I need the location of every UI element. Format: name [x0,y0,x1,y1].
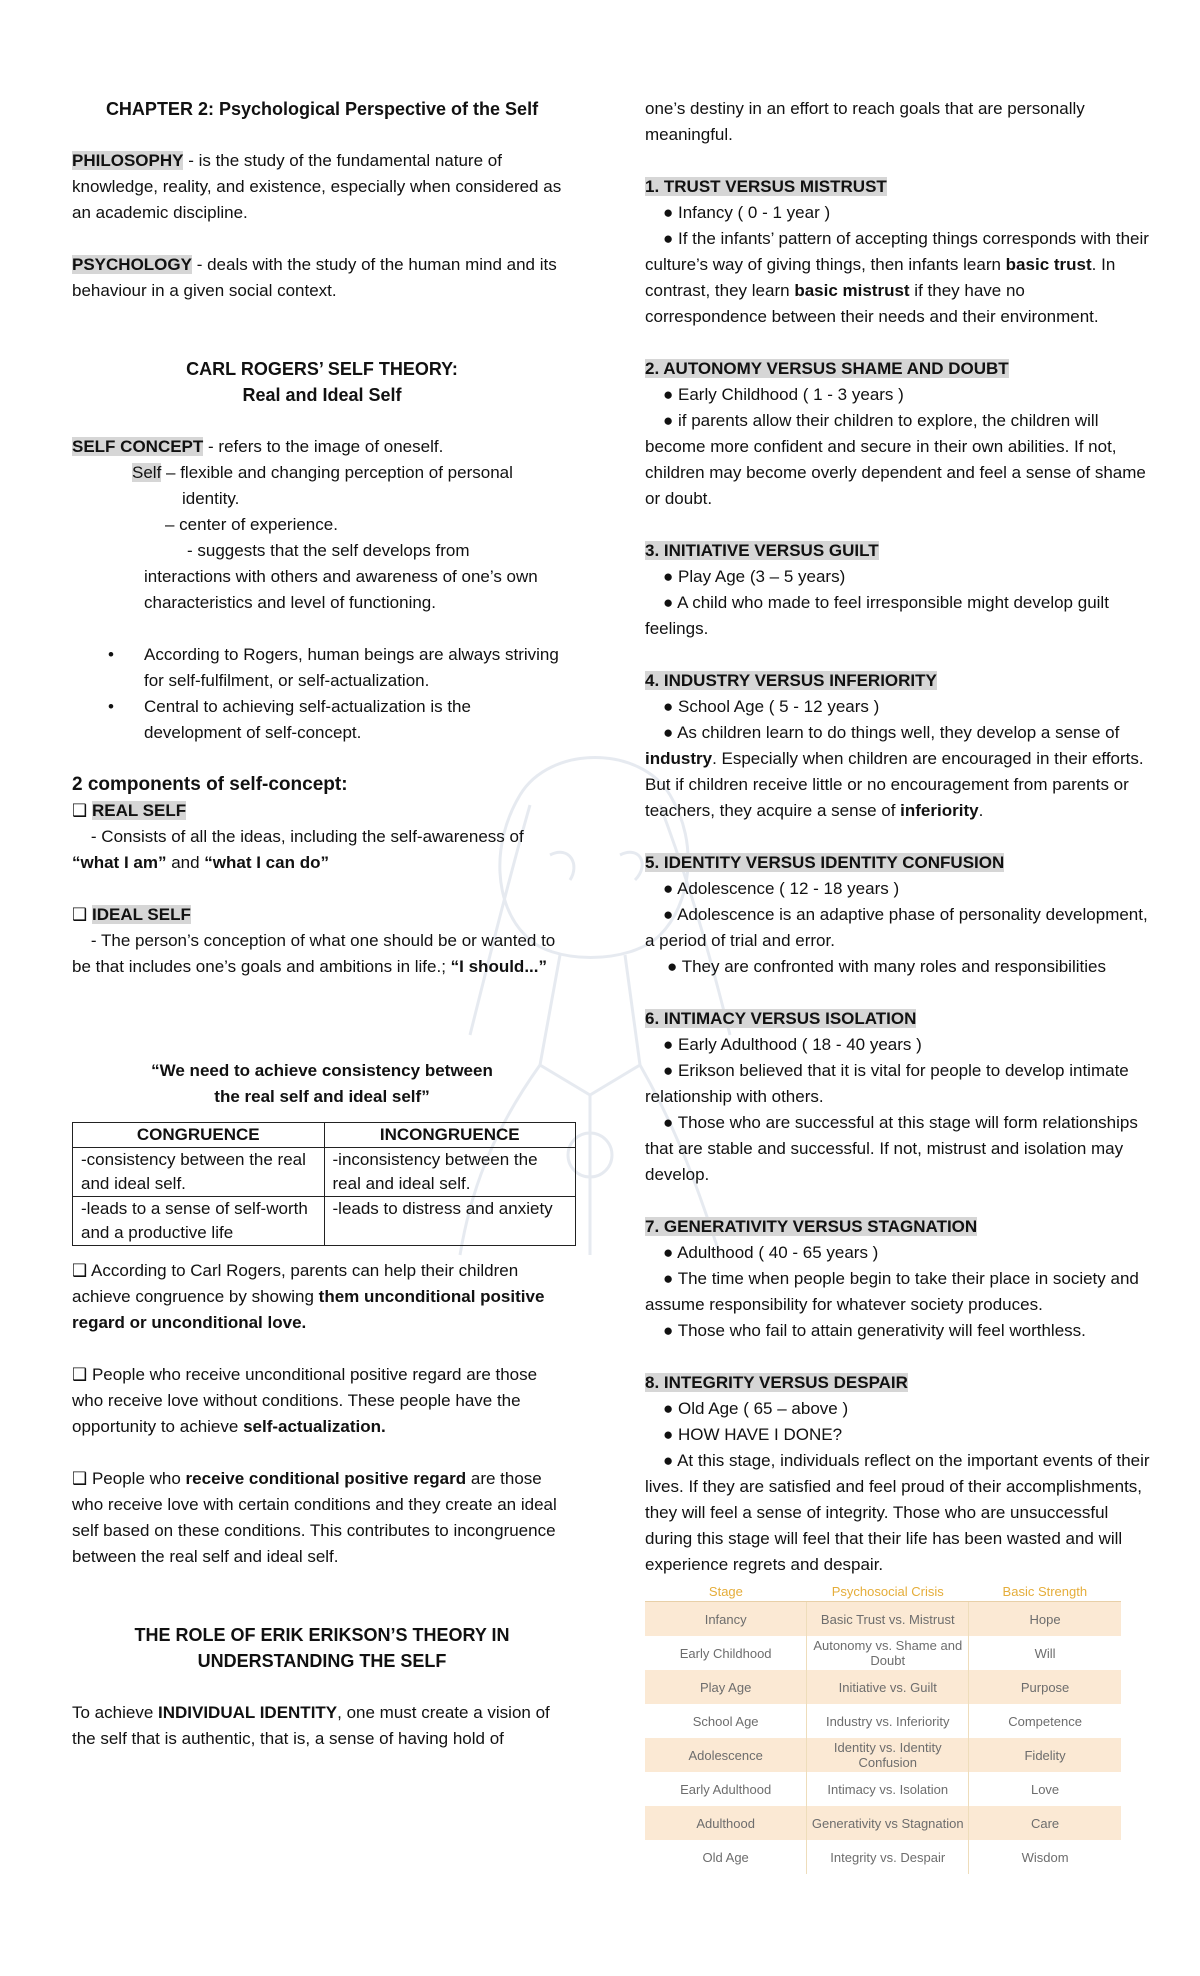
self-term: Self [132,463,162,482]
rogers-subheading: Real and Ideal Self [242,385,402,405]
parents-congruence-paragraph: ❑ According to Carl Rogers, parents can help their children achieve congruence by showing them unconditional positive regard or unconditional love. [72,1261,545,1332]
stage-2-title: 2. AUTONOMY VERSUS SHAME AND DOUBT [645,359,1009,378]
stage-6-outcome: ● Those who are successful at this stage will form relationships that are stable and successful. If not, mistrust and isolation may develop. [645,1113,1138,1184]
table-cell: Autonomy vs. Shame and Doubt [807,1636,969,1670]
table-cell: Early Adulthood [645,1772,807,1806]
stage-1-description: ● If the infants’ pattern of accepting things corresponds with their culture’s way of giving things, then infants learn basic trust. In contrast, they learn basic mistrust if they have no correspondence between their needs and their environment. [645,229,1149,326]
table-cell: Adulthood [645,1806,807,1840]
congruence-table [72,1122,576,1246]
erikson-stages-table [645,1582,1121,1874]
column-header: Stage [645,1582,807,1602]
table-cell: Generativity vs Stagnation [807,1806,969,1840]
checkbox-icon: ❑ [72,1261,88,1280]
philosophy-term: PHILOSOPHY [72,151,184,170]
right-column [645,96,1150,1874]
stage-6-description: ● Erikson believed that it is vital for people to develop intimate relationship with others. [645,1061,1129,1106]
stage-8-description: ● At this stage, individuals reflect on the important events of their lives. If they are satisfied and feel proud of their accomplishments, they will feel a sense of integrity. Those who are unsuccessful during this stage will feel that their life has been wasted and will experience regrets and despair. [645,1451,1150,1574]
table-cell: Hope [969,1602,1121,1637]
table-row [645,1840,1121,1874]
table-cell: Infancy [645,1602,807,1637]
stage-5-description: ● Adolescence is an adaptive phase of personality development, a period of trial and error. [645,905,1148,950]
identity-paragraph-continued: one’s destiny in an effort to reach goals that are personally meaningful. [645,99,1085,144]
table-row [645,1806,1121,1840]
table-cell: Play Age [645,1670,807,1704]
erikson-heading-line-2: UNDERSTANDING THE SELF [197,1651,447,1671]
self-definition-1b: identity. [182,489,240,508]
ideal-self-heading [72,902,572,928]
self-definition-1: Self – flexible and changing perception of personal [132,463,513,482]
stage-4-title: 4. INDUSTRY VERSUS INFERIORITY [645,671,937,690]
stage-3-age: ● Play Age (3 – 5 years) [663,567,846,586]
checkbox-icon: ❑ [72,905,88,924]
table-cell: Will [1034,1645,1056,1661]
bullet-icon: ● [663,723,674,742]
table-cell: -consistency between the real and ideal self. [73,1148,325,1197]
table-cell: Intimacy vs. Isolation [807,1772,969,1806]
table-row [73,1148,576,1197]
rogers-heading: CARL ROGERS’ SELF THEORY: [186,359,458,379]
table-cell: Basic Trust vs. Mistrust [807,1602,969,1637]
table-cell: Love [1030,1781,1060,1797]
stage-7-description: ● The time when people begin to take their place in society and assume responsibility for whatever society produces. [645,1269,1139,1314]
rogers-bullet-1: • According to Rogers, human beings are always striving for self-fulfilment, or self-actualization. [72,642,572,694]
table-cell: Wisdom [1021,1849,1069,1865]
bullet-icon: ● [663,1451,674,1470]
stage-1-age: ● Infancy ( 0 - 1 year ) [663,203,831,222]
ideal-self-description: - The person’s conception of what one should be or wanted to be that includes one’s goals and ambitions in life.; “I should...” [72,931,560,976]
ideal-self-label: IDEAL SELF [91,905,191,924]
psychology-definition: PSYCHOLOGY - deals with the study of the human mind and its behaviour in a given social context. [72,255,557,300]
bullet-icon: ● [663,1425,674,1444]
stage-2-age: ● Early Childhood ( 1 - 3 years ) [663,385,904,404]
bullet-icon: ● [663,203,674,222]
bullet-icon: ● [663,905,674,924]
table-cell: Initiative vs. Guilt [807,1670,969,1704]
stage-5-roles: ● They are confronted with many roles and responsibilities [667,957,1106,976]
stage-5-title: 5. IDENTITY VERSUS IDENTITY CONFUSION [645,853,1005,872]
table-cell: Care [969,1806,1121,1840]
table-cell: School Age [645,1704,807,1738]
bullet-icon: ● [663,411,674,430]
stage-7-age: ● Adulthood ( 40 - 65 years ) [663,1243,879,1262]
self-definition-3: - suggests that the self develops from [187,541,470,560]
table-row [73,1197,576,1246]
table-cell: Purpose [969,1670,1121,1704]
unconditional-regard-paragraph: ❑ People who receive unconditional positive regard are those who receive love without conditions. These people have the opportunity to achieve self-actualization. [72,1365,538,1436]
table-row [645,1772,1121,1806]
table-cell: Industry vs. Inferiority [807,1704,969,1738]
table-cell: -inconsistency between the real and ideal self. [324,1148,576,1197]
checkbox-icon: ❑ [72,801,88,820]
chapter-title: CHAPTER 2: Psychological Perspective of the Self [105,99,539,119]
bullet-icon: ● [663,1061,674,1080]
real-self-description: - Consists of all the ideas, including the self-awareness of “what I am” and “what I can do” [72,827,529,872]
stage-8-age: ● Old Age ( 65 – above ) [663,1399,849,1418]
bullet-icon: ● [667,957,678,976]
column-header: Psychosocial Crisis [807,1582,969,1602]
stage-4-age: ● School Age ( 5 - 12 years ) [663,697,880,716]
stage-8-title: 8. INTEGRITY VERSUS DESPAIR [645,1373,908,1392]
bullet-icon: ● [663,229,674,248]
bullet-dot: • [108,697,114,716]
consistency-quote-line-2: the real self and ideal self” [214,1087,430,1106]
bullet-icon: ● [663,1269,674,1288]
bullet-icon: ● [663,1399,674,1418]
table-cell: Integrity vs. Despair [807,1840,969,1874]
bullet-icon: ● [663,567,674,586]
stage-5-age: ● Adolescence ( 12 - 18 years ) [663,879,900,898]
psychology-term: PSYCHOLOGY [72,255,192,274]
left-column [72,96,572,1752]
checkbox-icon: ❑ [72,1365,88,1384]
stage-6-title: 6. INTIMACY VERSUS ISOLATION [645,1009,917,1028]
table-row [645,1602,1121,1637]
stage-7-title: 7. GENERATIVITY VERSUS STAGNATION [645,1217,978,1236]
self-definition-2: – center of experience. [165,515,338,534]
bullet-icon: ● [663,593,674,612]
stage-4-description: ● As children learn to do things well, they develop a sense of industry. Especially when children are encouraged in their efforts. But if children receive little or no encouragement from parents or teachers, they acquire a sense of inferiority. [645,723,1144,820]
stage-8-question: ● HOW HAVE I DONE? [663,1425,843,1444]
real-self-heading [72,798,572,824]
column-header: INCONGRUENCE [324,1123,576,1148]
bullet-icon: ● [663,697,674,716]
table-cell: Fidelity [969,1738,1121,1772]
stage-7-outcome: ● Those who fail to attain generativity will feel worthless. [663,1321,1086,1340]
self-concept-term: SELF CONCEPT [72,437,204,456]
philosophy-definition: PHILOSOPHY - is the study of the fundamental nature of knowledge, reality, and existence, especially when considered as an academic discipline. [72,151,562,222]
erikson-heading-line-1: THE ROLE OF ERIK ERIKSON’S THEORY IN [134,1625,510,1645]
bullet-icon: ● [663,1035,674,1054]
self-concept-definition: SELF CONCEPT - refers to the image of oneself. [72,437,444,456]
stage-2-description: ● if parents allow their children to explore, the children will become more confident and secure in their own abilities. If not, children may become overly dependent and feel a sense of shame or doubt. [645,411,1146,508]
rogers-bullet-2: • Central to achieving self-actualization is the development of self-concept. [72,694,572,746]
table-cell: -leads to a sense of self-worth and a productive life [73,1197,325,1246]
self-definition-3b: interactions with others and awareness of one’s own characteristics and level of functioning. [144,567,538,612]
stage-1-title: 1. TRUST VERSUS MISTRUST [645,177,887,196]
table-row [645,1704,1121,1738]
consistency-quote-line-1: “We need to achieve consistency between [151,1061,493,1080]
stage-3-description: ● A child who made to feel irresponsible might develop guilt feelings. [645,593,1109,638]
bullet-icon: ● [663,1321,674,1340]
checkbox-icon: ❑ [72,1469,88,1488]
table-cell: Adolescence [645,1738,807,1772]
table-row [645,1636,1121,1670]
table-cell: Old Age [645,1840,807,1874]
column-header: Basic Strength [969,1582,1121,1602]
table-cell: Identity vs. Identity Confusion [807,1738,969,1772]
bullet-icon: ● [663,879,674,898]
table-cell: Early Childhood [645,1636,807,1670]
table-row [645,1738,1121,1772]
bullet-dot: • [108,645,114,664]
real-self-label: REAL SELF [91,801,187,820]
bullet-icon: ● [663,1243,674,1262]
conditional-regard-paragraph: ❑ People who receive conditional positive regard are those who receive love with certain conditions and they create an ideal self based on these conditions. This contributes to incongruence between the real self and ideal self. [72,1469,557,1566]
stage-6-age: ● Early Adulthood ( 18 - 40 years ) [663,1035,922,1054]
table-header-row [73,1123,576,1148]
components-heading: 2 components of self-concept: [72,774,348,795]
table-cell: Competence [1008,1713,1082,1729]
table-row [645,1670,1121,1704]
table-header-row [645,1582,1121,1602]
stage-3-title: 3. INITIATIVE VERSUS GUILT [645,541,879,560]
bullet-icon: ● [663,385,674,404]
table-cell: -leads to distress and anxiety [324,1197,576,1246]
column-header: CONGRUENCE [73,1123,325,1148]
individual-identity-paragraph: To achieve INDIVIDUAL IDENTITY, one must create a vision of the self that is authentic, that is, a sense of having hold of [72,1703,550,1748]
bullet-icon: ● [663,1113,674,1132]
